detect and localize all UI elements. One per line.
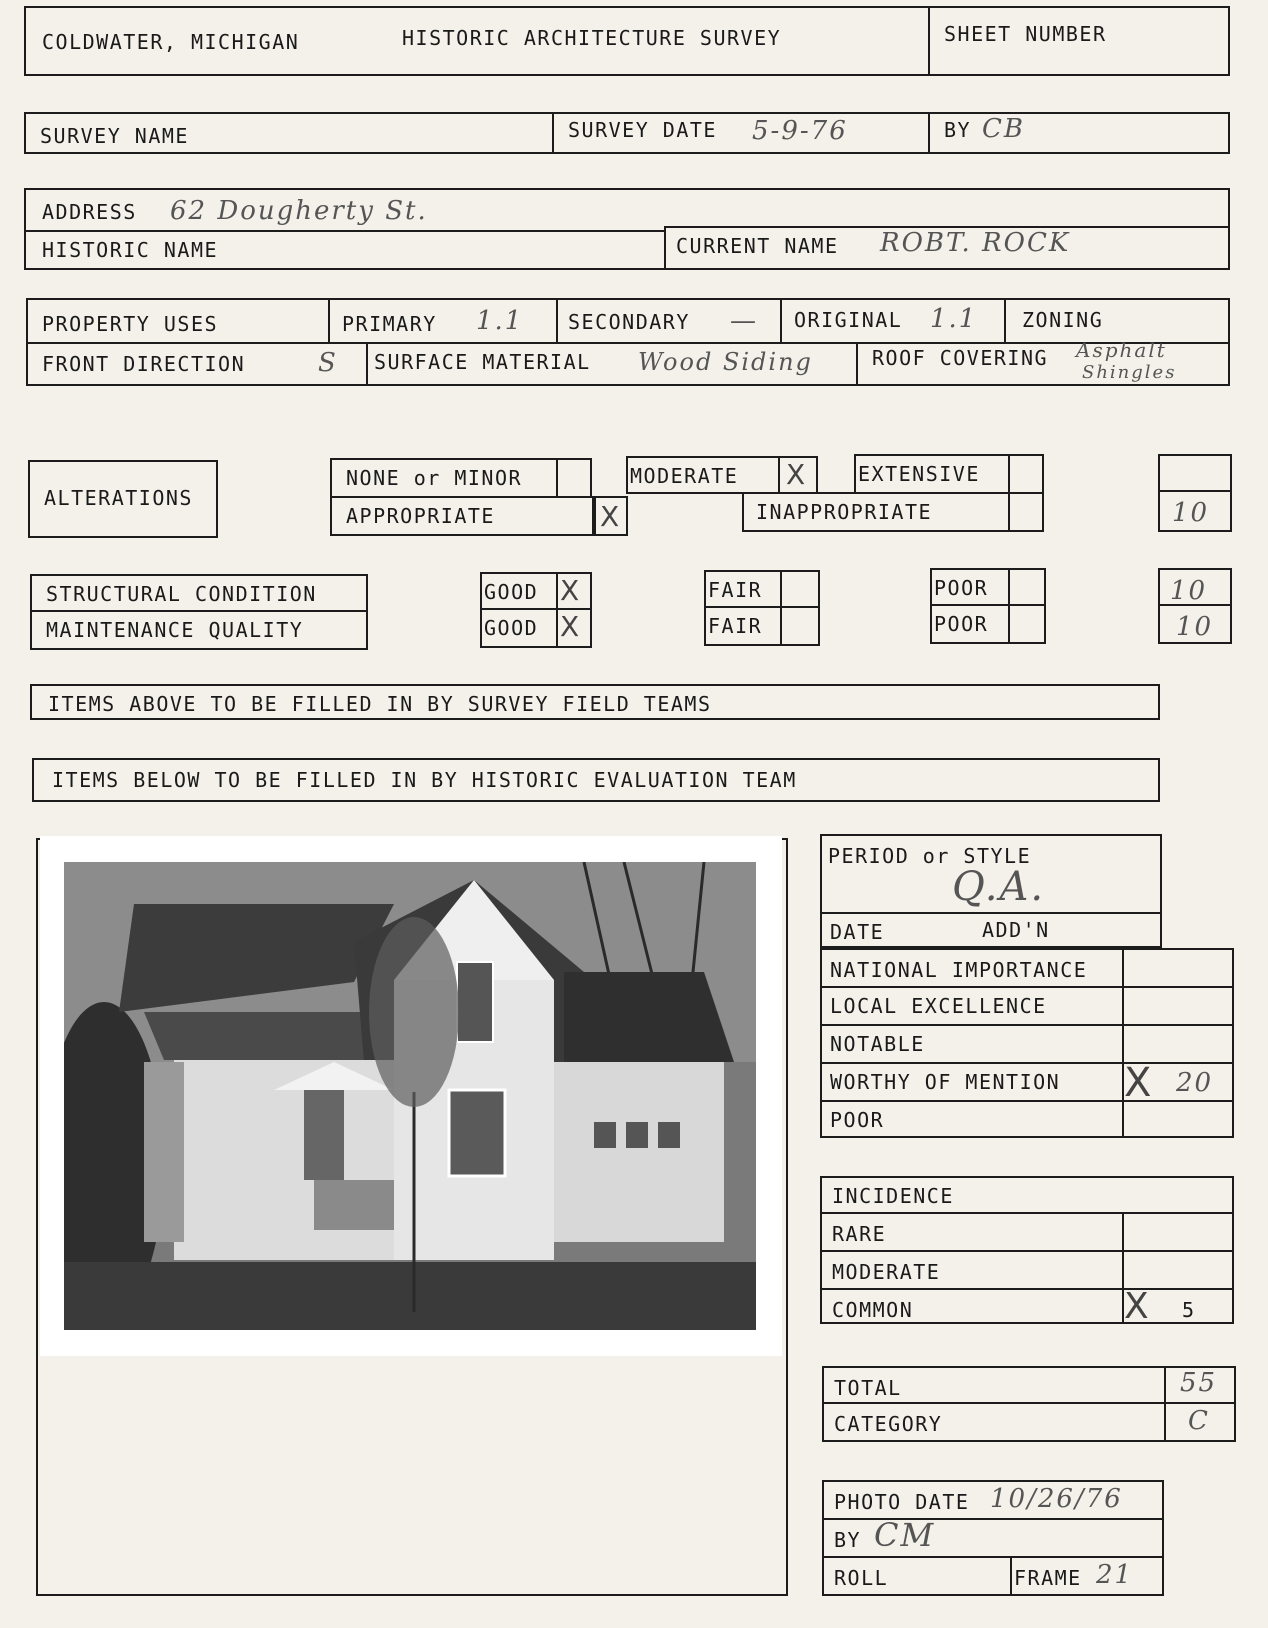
- photo-date-label: PHOTO DATE: [834, 1490, 970, 1514]
- rare-label: RARE: [832, 1222, 887, 1246]
- photo-info-col: [1010, 1556, 1012, 1596]
- poor-label: POOR: [830, 1108, 885, 1132]
- date-value: ADD'N: [982, 918, 1050, 942]
- prop-div-5: [366, 342, 368, 386]
- worthy-label: WORTHY OF MENTION: [830, 1070, 1061, 1094]
- inc-line-3: [820, 1288, 1234, 1290]
- moderate-inc-label: MODERATE: [832, 1260, 941, 1284]
- structural-label: STRUCTURAL CONDITION: [46, 582, 317, 606]
- period-value: Q.A.: [952, 864, 1046, 910]
- historic-name-label: HISTORIC NAME: [42, 238, 219, 262]
- survey-date-label: SURVEY DATE: [568, 118, 717, 142]
- maintenance-poor-label: POOR: [934, 612, 989, 636]
- primary-value: 1.1: [476, 306, 524, 336]
- front-direction-value: S: [318, 348, 338, 378]
- survey-by-label: BY: [944, 118, 972, 142]
- maintenance-good-label: GOOD: [484, 616, 539, 640]
- photo-by-label: BY: [834, 1528, 862, 1552]
- survey-by-value: CB: [982, 114, 1025, 144]
- good-check-divider: [556, 572, 558, 648]
- surface-material-value: Wood Siding: [638, 348, 813, 376]
- maintenance-score: 10: [1176, 612, 1214, 642]
- roof-covering-label: ROOF COVERING: [872, 346, 1049, 370]
- prop-div-3: [780, 298, 782, 342]
- primary-label: PRIMARY: [342, 312, 437, 336]
- period-label: PERIOD or STYLE: [828, 844, 1032, 868]
- appropriate-label: APPROPRIATE: [346, 504, 495, 528]
- secondary-label: SECONDARY: [568, 310, 690, 334]
- inappropriate-label: INAPPROPRIATE: [756, 500, 933, 524]
- poor-divider: [930, 604, 1046, 606]
- property-uses-label: PROPERTY USES: [42, 312, 219, 336]
- maintenance-fair-label: FAIR: [708, 614, 763, 638]
- alterations-score-divider: [1158, 490, 1232, 492]
- note-below: ITEMS BELOW TO BE FILLED IN BY HISTORIC EVALUATION TEAM: [52, 768, 797, 792]
- fair-divider: [704, 606, 820, 608]
- imp-line-1: [820, 986, 1234, 988]
- sheet-number-label: SHEET NUMBER: [944, 22, 1107, 46]
- address-value: 62 Dougherty St.: [170, 196, 428, 226]
- photo-date-value: 10/26/76: [990, 1484, 1123, 1514]
- extensive-check: [1008, 454, 1044, 494]
- local-label: LOCAL EXCELLENCE: [830, 994, 1047, 1018]
- survey-divider-2: [928, 112, 930, 154]
- house-photo-image: [64, 862, 756, 1330]
- none-minor-label: NONE or MINOR: [346, 466, 523, 490]
- photo-info-line-2: [822, 1556, 1164, 1558]
- survey-divider-1: [552, 112, 554, 154]
- worthy-score: 20: [1176, 1068, 1214, 1098]
- imp-line-3: [820, 1062, 1234, 1064]
- current-name-label: CURRENT NAME: [676, 234, 839, 258]
- appropriate-mark: X: [600, 500, 620, 533]
- survey-name-label: SURVEY NAME: [40, 124, 189, 148]
- frame-value: 21: [1096, 1560, 1134, 1590]
- alterations-label: ALTERATIONS: [44, 486, 193, 510]
- maintenance-label: MAINTENANCE QUALITY: [46, 618, 304, 642]
- property-divider: [26, 342, 1230, 344]
- national-label: NATIONAL IMPORTANCE: [830, 958, 1088, 982]
- structural-good-mark: X: [560, 574, 580, 607]
- structural-score: 10: [1170, 576, 1208, 606]
- photo-by-value: CM: [874, 1516, 936, 1554]
- structural-poor-label: POOR: [934, 576, 989, 600]
- address-label: ADDRESS: [42, 200, 137, 224]
- prop-div-6: [856, 342, 858, 386]
- total-label: TOTAL: [834, 1376, 902, 1400]
- imp-line-2: [820, 1024, 1234, 1026]
- original-label: ORIGINAL: [794, 308, 903, 332]
- common-mark: X: [1124, 1286, 1149, 1327]
- surface-material-label: SURFACE MATERIAL: [374, 350, 591, 374]
- extensive-label: EXTENSIVE: [858, 462, 980, 486]
- category-label: CATEGORY: [834, 1412, 943, 1436]
- common-label: COMMON: [832, 1298, 914, 1322]
- total-col: [1164, 1366, 1166, 1442]
- incidence-label: INCIDENCE: [832, 1184, 954, 1208]
- city-label: COLDWATER, MICHIGAN: [42, 30, 300, 54]
- note-above: ITEMS ABOVE TO BE FILLED IN BY SURVEY FIELD TEAMS: [48, 692, 712, 716]
- address-divider: [24, 230, 664, 232]
- condition-divider: [30, 610, 368, 612]
- survey-date-value: 5-9-76: [752, 116, 848, 146]
- roof-covering-value-2: Shingles: [1082, 362, 1177, 383]
- period-divider: [820, 912, 1162, 914]
- none-minor-check: [556, 458, 592, 498]
- structural-fair-label: FAIR: [708, 578, 763, 602]
- header-divider: [928, 6, 930, 76]
- roof-covering-value-1: Asphalt: [1076, 338, 1167, 362]
- worthy-mark: X: [1124, 1060, 1152, 1106]
- poor-check-divider: [1008, 568, 1010, 644]
- prop-div-1: [328, 298, 330, 342]
- notable-label: NOTABLE: [830, 1032, 925, 1056]
- maintenance-good-mark: X: [560, 610, 580, 643]
- inc-line-2: [820, 1250, 1234, 1252]
- survey-title: HISTORIC ARCHITECTURE SURVEY: [402, 26, 782, 50]
- prop-div-4: [1004, 298, 1006, 342]
- importance-col: [1122, 948, 1124, 1138]
- prop-div-2: [556, 298, 558, 342]
- house-photo: [64, 862, 756, 1330]
- secondary-value: —: [730, 306, 758, 336]
- imp-line-4: [820, 1100, 1234, 1102]
- date-label: DATE: [830, 920, 885, 944]
- alterations-score: 10: [1172, 498, 1210, 528]
- fair-check-divider: [780, 570, 782, 646]
- moderate-label: MODERATE: [630, 464, 739, 488]
- structural-good-label: GOOD: [484, 580, 539, 604]
- current-name-value: ROBT. ROCK: [880, 228, 1071, 258]
- moderate-mark: X: [786, 458, 806, 491]
- inc-line-1: [820, 1212, 1234, 1214]
- category-value: C: [1188, 1406, 1210, 1436]
- roll-label: ROLL: [834, 1566, 889, 1590]
- inappropriate-check: [1008, 492, 1044, 532]
- frame-label: FRAME: [1014, 1566, 1082, 1590]
- front-direction-label: FRONT DIRECTION: [42, 352, 246, 376]
- total-value: 55: [1180, 1368, 1218, 1398]
- total-divider: [822, 1402, 1236, 1404]
- current-name-divider: [664, 226, 666, 270]
- common-score: 5: [1182, 1298, 1196, 1322]
- zoning-label: ZONING: [1022, 308, 1104, 332]
- original-value: 1.1: [930, 304, 978, 334]
